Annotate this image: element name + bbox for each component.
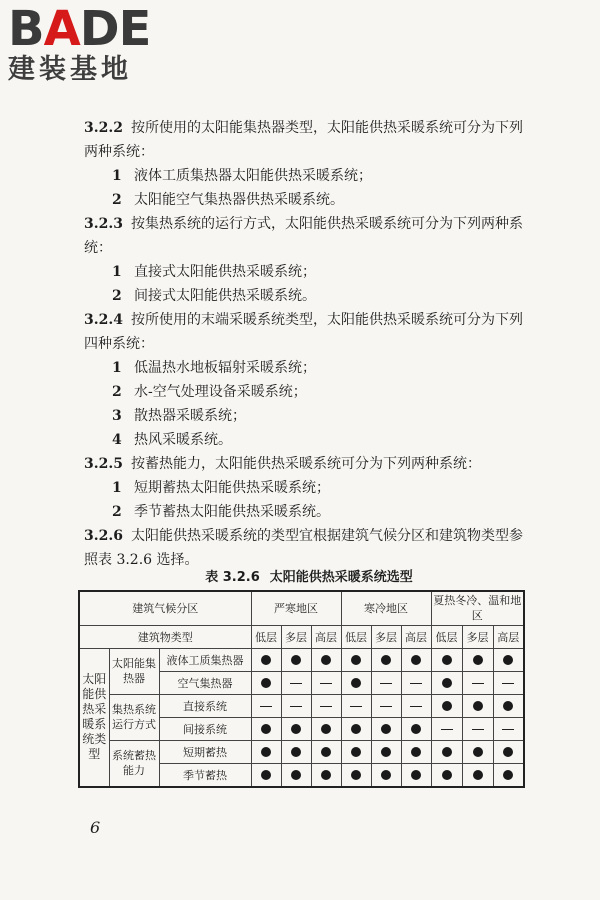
suitability-cell xyxy=(281,763,311,787)
row-label: 直接系统 xyxy=(159,694,251,717)
height-low: 低层 xyxy=(341,625,371,648)
suitability-cell xyxy=(462,740,493,763)
recommended-dot-icon xyxy=(503,655,513,665)
suitability-cell xyxy=(493,671,524,694)
suitability-cell xyxy=(493,648,524,671)
recommended-dot-icon xyxy=(291,747,301,757)
zone-hot-summer-cold-winter: 夏热冬冷、温和地区 xyxy=(431,591,524,625)
zone-severe-cold: 严寒地区 xyxy=(251,591,341,625)
system-selection-table xyxy=(78,590,525,788)
brand-logo xyxy=(8,1,151,86)
recommended-dot-icon xyxy=(351,655,361,665)
page-number: 6 xyxy=(90,818,101,837)
height-low: 低层 xyxy=(431,625,462,648)
not-applicable-dash-icon xyxy=(290,683,302,684)
list-item: 4 热风采暖系统。 xyxy=(112,432,232,448)
suitability-cell xyxy=(371,671,401,694)
suitability-cell xyxy=(493,717,524,740)
list-item: 1 直接式太阳能供热采暖系统； xyxy=(112,264,316,280)
suitability-cell xyxy=(371,763,401,787)
recommended-dot-icon xyxy=(261,655,271,665)
suitability-cell xyxy=(462,717,493,740)
suitability-cell xyxy=(401,763,431,787)
suitability-cell xyxy=(493,763,524,787)
suitability-cell xyxy=(493,740,524,763)
recommended-dot-icon xyxy=(503,701,513,711)
height-low: 低层 xyxy=(251,625,281,648)
list-item: 1 短期蓄热太阳能供热采暖系统； xyxy=(112,480,330,496)
suitability-cell xyxy=(281,671,311,694)
row-label: 液体工质集热器 xyxy=(159,648,251,671)
recommended-dot-icon xyxy=(411,747,421,757)
height-high: 高层 xyxy=(311,625,341,648)
not-applicable-dash-icon xyxy=(350,706,362,707)
suitability-cell xyxy=(341,740,371,763)
not-applicable-dash-icon xyxy=(320,683,332,684)
not-applicable-dash-icon xyxy=(380,683,392,684)
suitability-cell xyxy=(462,648,493,671)
not-applicable-dash-icon xyxy=(410,683,422,684)
clause-3-2-6: 3.2.6 太阳能供热采暖系统的类型宜根据建筑气候分区和建筑物类型参照表 3.2.6 选择。 xyxy=(84,528,523,568)
suitability-cell xyxy=(311,717,341,740)
suitability-cell xyxy=(311,648,341,671)
clause-3-2-3: 3.2.3 按集热系统的运行方式，太阳能供热采暖系统可分为下列两种系统： xyxy=(84,216,523,256)
recommended-dot-icon xyxy=(321,770,331,780)
suitability-cell xyxy=(431,671,462,694)
not-applicable-dash-icon xyxy=(472,683,484,684)
not-applicable-dash-icon xyxy=(380,706,392,707)
logo-subtitle: 建装基地 xyxy=(8,54,132,85)
list-item: 2 水-空气处理设备采暖系统； xyxy=(112,384,307,400)
recommended-dot-icon xyxy=(442,770,452,780)
recommended-dot-icon xyxy=(411,770,421,780)
recommended-dot-icon xyxy=(473,770,483,780)
table-caption: 表 3.2.6 太阳能供热采暖系统选型 xyxy=(205,570,413,585)
suitability-cell xyxy=(251,717,281,740)
side-label: 太阳能供热采暖系统类型 xyxy=(79,648,109,787)
logo-accent-letter: A xyxy=(43,1,80,57)
recommended-dot-icon xyxy=(473,747,483,757)
not-applicable-dash-icon xyxy=(502,729,514,730)
suitability-cell xyxy=(371,717,401,740)
list-item: 3 散热器采暖系统； xyxy=(112,408,246,424)
suitability-cell xyxy=(371,648,401,671)
suitability-cell xyxy=(401,717,431,740)
not-applicable-dash-icon xyxy=(260,706,272,707)
suitability-cell xyxy=(431,648,462,671)
not-applicable-dash-icon xyxy=(441,729,453,730)
suitability-cell xyxy=(401,740,431,763)
recommended-dot-icon xyxy=(411,655,421,665)
suitability-cell xyxy=(401,648,431,671)
height-high: 高层 xyxy=(493,625,524,648)
recommended-dot-icon xyxy=(503,770,513,780)
suitability-cell xyxy=(311,763,341,787)
not-applicable-dash-icon xyxy=(410,706,422,707)
recommended-dot-icon xyxy=(351,770,361,780)
suitability-cell xyxy=(311,671,341,694)
suitability-cell xyxy=(341,671,371,694)
recommended-dot-icon xyxy=(381,747,391,757)
table-row xyxy=(79,694,524,717)
recommended-dot-icon xyxy=(442,655,452,665)
recommended-dot-icon xyxy=(291,770,301,780)
recommended-dot-icon xyxy=(291,655,301,665)
table-row xyxy=(79,648,524,671)
table-body xyxy=(79,648,524,787)
row-label: 空气集热器 xyxy=(159,671,251,694)
group-label: 集热系统运行方式 xyxy=(109,694,159,740)
suitability-cell xyxy=(371,694,401,717)
suitability-cell xyxy=(251,671,281,694)
suitability-cell xyxy=(401,671,431,694)
height-mid: 多层 xyxy=(281,625,311,648)
recommended-dot-icon xyxy=(473,701,483,711)
recommended-dot-icon xyxy=(321,724,331,734)
recommended-dot-icon xyxy=(291,724,301,734)
recommended-dot-icon xyxy=(442,678,452,688)
list-item: 1 低温热水地板辐射采暖系统； xyxy=(112,360,316,376)
row-label: 间接系统 xyxy=(159,717,251,740)
recommended-dot-icon xyxy=(381,724,391,734)
list-item: 2 间接式太阳能供热采暖系统。 xyxy=(112,288,316,304)
suitability-cell xyxy=(251,694,281,717)
clause-3-2-2: 3.2.2 按所使用的太阳能集热器类型，太阳能供热采暖系统可分为下列两种系统： xyxy=(84,120,523,160)
not-applicable-dash-icon xyxy=(502,683,514,684)
suitability-cell xyxy=(281,717,311,740)
recommended-dot-icon xyxy=(381,655,391,665)
recommended-dot-icon xyxy=(442,747,452,757)
height-high: 高层 xyxy=(401,625,431,648)
suitability-cell xyxy=(462,694,493,717)
suitability-cell xyxy=(281,648,311,671)
suitability-cell xyxy=(341,694,371,717)
height-mid: 多层 xyxy=(371,625,401,648)
suitability-cell xyxy=(341,717,371,740)
recommended-dot-icon xyxy=(261,770,271,780)
suitability-cell xyxy=(281,694,311,717)
suitability-cell xyxy=(462,763,493,787)
recommended-dot-icon xyxy=(473,655,483,665)
clause-3-2-4: 3.2.4 按所使用的末端采暖系统类型，太阳能供热采暖系统可分为下列四种系统： xyxy=(84,312,523,352)
suitability-cell xyxy=(431,740,462,763)
recommended-dot-icon xyxy=(411,724,421,734)
recommended-dot-icon xyxy=(261,678,271,688)
suitability-cell xyxy=(493,694,524,717)
list-item: 2 太阳能空气集热器供热采暖系统。 xyxy=(112,192,344,208)
suitability-cell xyxy=(431,763,462,787)
row-label: 季节蓄热 xyxy=(159,763,251,787)
suitability-cell xyxy=(371,740,401,763)
recommended-dot-icon xyxy=(351,678,361,688)
group-label: 系统蓄热能力 xyxy=(109,740,159,787)
suitability-cell xyxy=(281,740,311,763)
suitability-cell xyxy=(251,740,281,763)
group-label: 太阳能集热器 xyxy=(109,648,159,694)
not-applicable-dash-icon xyxy=(472,729,484,730)
table-row xyxy=(79,740,524,763)
suitability-cell xyxy=(341,763,371,787)
recommended-dot-icon xyxy=(503,747,513,757)
zone-cold: 寒冷地区 xyxy=(341,591,431,625)
suitability-cell xyxy=(431,694,462,717)
suitability-cell xyxy=(311,740,341,763)
recommended-dot-icon xyxy=(351,747,361,757)
header-building-type: 建筑物类型 xyxy=(79,625,251,648)
suitability-cell xyxy=(462,671,493,694)
not-applicable-dash-icon xyxy=(320,706,332,707)
recommended-dot-icon xyxy=(321,747,331,757)
suitability-cell xyxy=(341,648,371,671)
suitability-cell xyxy=(401,694,431,717)
recommended-dot-icon xyxy=(381,770,391,780)
suitability-cell xyxy=(251,648,281,671)
recommended-dot-icon xyxy=(261,724,271,734)
suitability-cell xyxy=(431,717,462,740)
not-applicable-dash-icon xyxy=(290,706,302,707)
row-label: 短期蓄热 xyxy=(159,740,251,763)
recommended-dot-icon xyxy=(351,724,361,734)
recommended-dot-icon xyxy=(261,747,271,757)
recommended-dot-icon xyxy=(442,701,452,711)
suitability-cell xyxy=(251,763,281,787)
logo-wordmark: BADE xyxy=(8,1,151,57)
recommended-dot-icon xyxy=(321,655,331,665)
list-item: 2 季节蓄热太阳能供热采暖系统。 xyxy=(112,504,330,520)
document-body xyxy=(84,116,534,572)
suitability-cell xyxy=(311,694,341,717)
list-item: 1 液体工质集热器太阳能供热采暖系统； xyxy=(112,168,372,184)
clause-3-2-5: 3.2.5 按蓄热能力，太阳能供热采暖系统可分为下列两种系统： xyxy=(84,456,481,472)
height-mid: 多层 xyxy=(462,625,493,648)
header-climate-zone: 建筑气候分区 xyxy=(79,591,251,625)
